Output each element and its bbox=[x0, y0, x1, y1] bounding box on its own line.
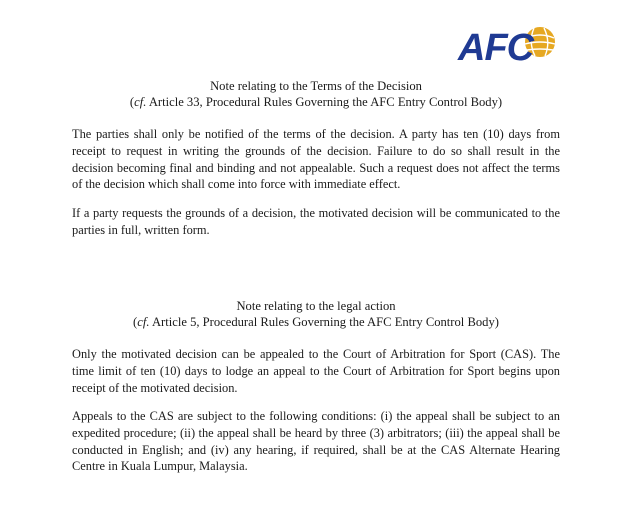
ref-prefix: ( bbox=[129, 95, 135, 109]
legal-action-paragraph-1 bbox=[72, 346, 560, 396]
afc-logo-text: AFC bbox=[458, 27, 534, 68]
legal-action-paragraph-2 bbox=[72, 408, 560, 475]
afc-logo-graphic bbox=[456, 20, 560, 68]
ref-cf: cf. bbox=[137, 315, 150, 329]
body-paragraph: The parties shall only be notified of the terms of the decision. A party has ten (10) days from receipt to request in writing the grounds of the decision. Failure to do so shall result in the decision becoming final and binding and not appealable. Such a request does not affect the terms of the decision which shall come into force with immediate effect. bbox=[72, 127, 560, 192]
body-paragraph: Only the motivated decision can be appealed to the Court of Arbitration for Sport (CAS). The time limit of ten (10) days to lodge an appeal to the Court of Arbitration for Sport begins upon receipt of the motivated decision. bbox=[72, 347, 560, 395]
section-reference bbox=[72, 314, 560, 330]
terms-of-decision-heading bbox=[72, 78, 560, 110]
ref-text: Article 33, Procedural Rules Governing the AFC Entry Control Body) bbox=[146, 95, 503, 109]
body-paragraph: If a party requests the grounds of a decision, the motivated decision will be communicated to the parties in full, written form. bbox=[72, 206, 560, 237]
terms-paragraph-2 bbox=[72, 205, 560, 239]
terms-paragraph-1 bbox=[72, 126, 560, 193]
section-title: Note relating to the Terms of the Decision bbox=[210, 79, 422, 93]
ref-cf: cf. bbox=[134, 95, 147, 109]
afc-logo bbox=[456, 20, 560, 68]
ref-text: Article 5, Procedural Rules Governing the AFC Entry Control Body) bbox=[149, 315, 499, 329]
ref-prefix: ( bbox=[133, 315, 138, 329]
section-title: Note relating to the legal action bbox=[236, 299, 396, 313]
legal-action-heading bbox=[72, 298, 560, 330]
body-paragraph: Appeals to the CAS are subject to the following conditions: (i) the appeal shall be subject to an expedited procedure; (ii) the appeal shall be heard by three (3) arbitrators; (iii) the appeal shall be conducted in English; and (iv) any hearing, if required, shall be at the CAS Alternate Hearing Centre in Kuala Lumpur, Malaysia. bbox=[72, 409, 560, 474]
section-reference bbox=[72, 94, 560, 110]
